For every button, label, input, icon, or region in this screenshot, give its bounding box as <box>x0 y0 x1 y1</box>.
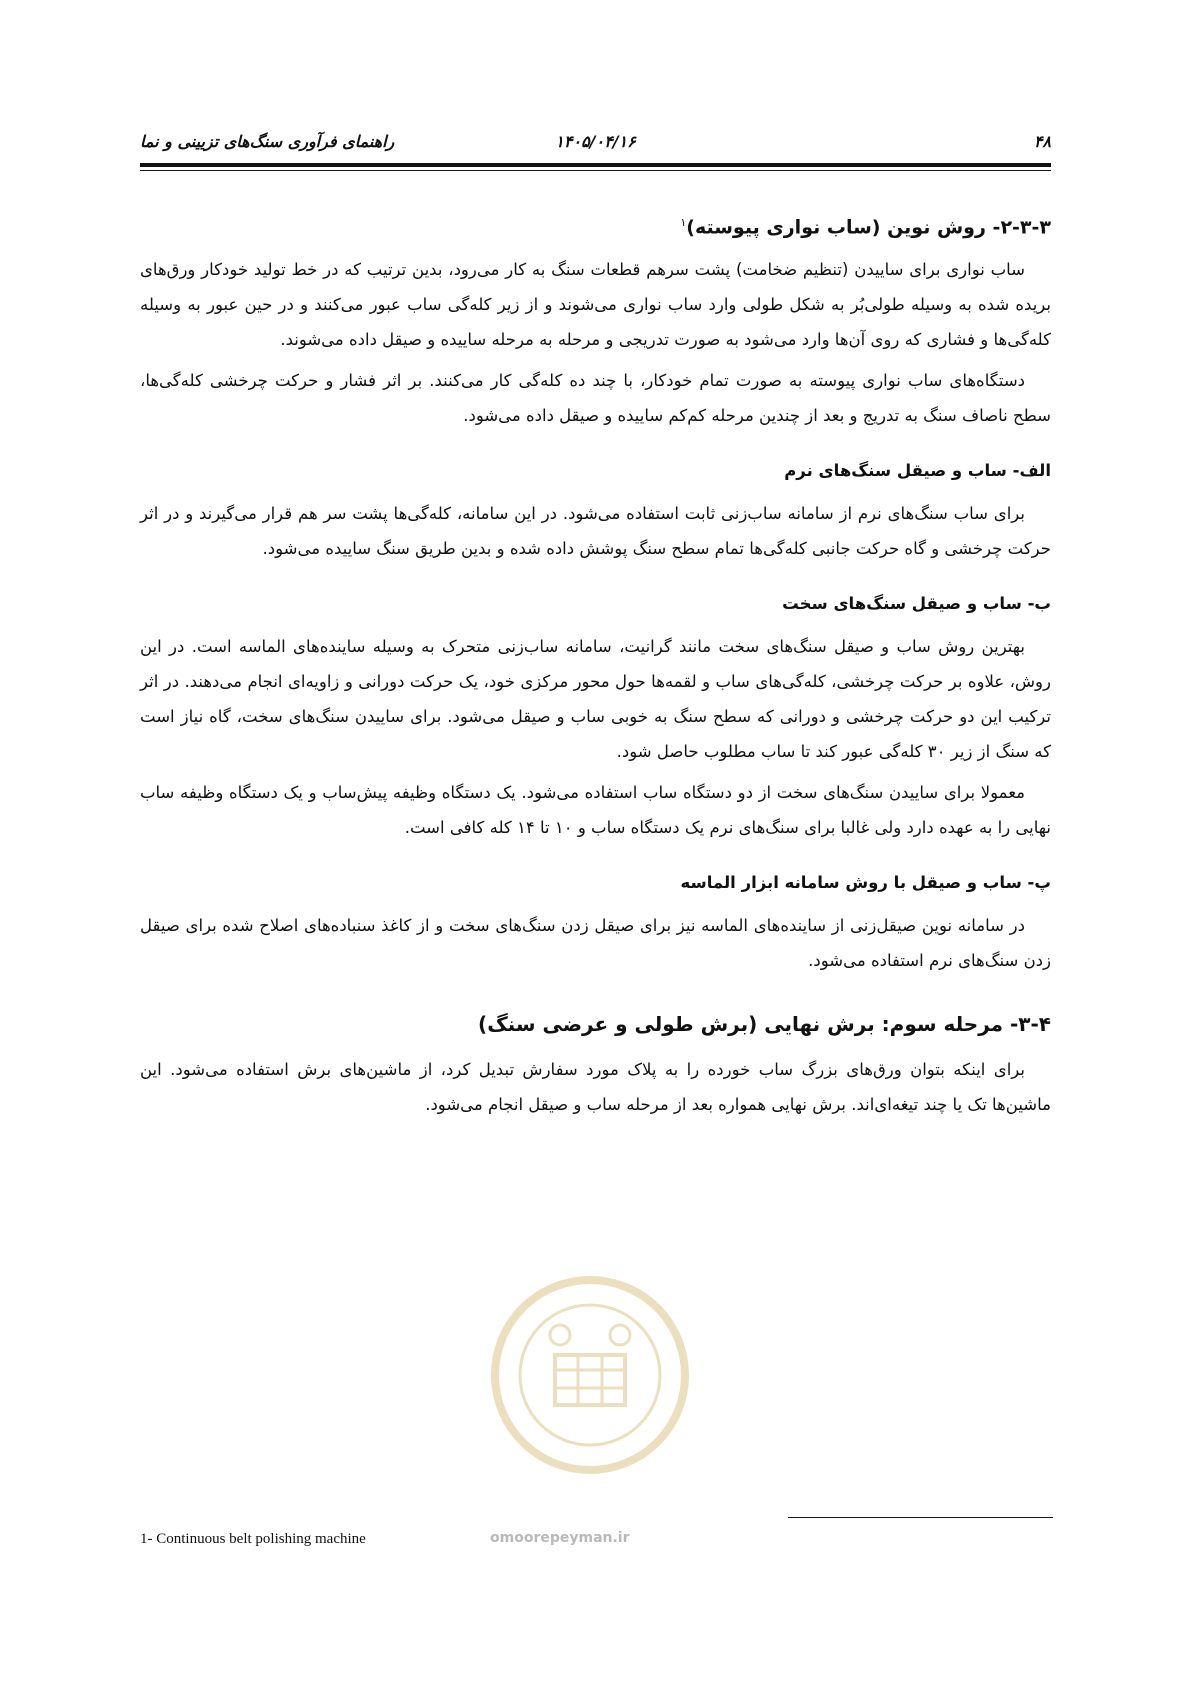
paragraph: برای اینکه بتوان ورق‌های بزرگ ساب خورده را به پلاک مورد سفارش تبدیل کرد، از ماشین‌های برش استفاده می‌شود. این ماشین‌ها تک یا چند تیغه‌ای‌اند. برش نهایی همواره بعد از مرحله ساب و صیقل انجام می‌شود. <box>140 1060 1051 1115</box>
subheading-diamond-tools: پ- ساب و صیقل با روش سامانه ابزار الماسه <box>680 873 1051 893</box>
paragraph: ساب نواری برای ساییدن (تنظیم ضخامت) پشت سرهم قطعات سنگ به کار می‌رود، بدین ترتیب که در خط تولید خودکار ورق‌های بریده شده به وسیله طولی‌بُر به شکل طولی وارد ساب نواری می‌شوند و از زیر کله‌گی ساب عبور می‌کنند و در حین عبور به وسیله کله‌گی‌ها و فشاری که روی آن‌ها وارد می‌شود به صورت تدریجی و مرحله به مرحله ساییده و صیقل داده می‌شوند. <box>140 260 1051 350</box>
paragraph: در سامانه نوین صیقل‌زنی از ساینده‌های الماسه نیز برای صیقل زدن سنگ‌های سخت و از کاغذ سنباده‌های اصلاح شده برای صیقل زدن سنگ‌های نرم استفاده می‌شود. <box>140 916 1051 971</box>
watermark-url: omoorepeyman.ir <box>490 1530 630 1546</box>
paragraph: معمولا برای ساییدن سنگ‌های سخت از دو دستگاه ساب استفاده می‌شود. یک دستگاه وظیفه پیش‌ساب و یک دستگاه وظیفه ساب نهایی را به عهده دارد ولی غالبا برای سنگ‌های نرم یک دستگاه ساب و ۱۰ تا ۱۴ کله کافی است. <box>140 783 1051 838</box>
subheading-soft-stone: الف- ساب و صیقل سنگ‌های نرم <box>784 461 1051 481</box>
header-rule-thick <box>140 163 1051 167</box>
footnote-ref: ۱ <box>680 216 687 229</box>
header-date: ۱۴۰۵/۰۴/۱۶ <box>555 132 636 151</box>
paragraph: بهترین روش ساب و صیقل سنگ‌های سخت مانند گرانیت، سامانه ساب‌زنی متحرک به وسیله ساینده‌های الماسه است. در این روش، علاوه بر حرکت چرخشی، کله‌گی‌های ساب و لقمه‌ها حول محور مرکزی خود، یک حرکت دورانی و زاویه‌ای انجام می‌دهند. در اثر ترکیب این دو حرکت چرخشی و دورانی که سطح سنگ به خوبی ساب و صیقل می‌شود. برای ساییدن سنگ‌های سخت، گاه نیاز است که سنگ از زیر ۳۰ کله‌گی عبور کند تا ساب مطلوب حاصل شود. <box>140 637 1051 762</box>
section-heading-2-3-3 <box>140 216 1051 238</box>
paragraph: برای ساب سنگ‌های نرم از سامانه ساب‌زنی ثابت استفاده می‌شود. در این سامانه، کله‌گی‌ها پشت سر هم قرار می‌گیرند و در اثر حرکت چرخشی و گاه حرکت جانبی کله‌گی‌ها تمام سطح سنگ پوشش داده شده و بدین طریق سنگ ساییده می‌شود. <box>140 504 1051 559</box>
paragraph: دستگاه‌های ساب نواری پیوسته به صورت تمام خودکار، با چند ده کله‌گی کار می‌کنند. بر اثر فشار و حرکت چرخشی کله‌گی‌ها، سطح ناصاف سنگ به تدریج و بعد از چندین مرحله کم‌کم ساییده و صیقل داده می‌شود. <box>140 371 1051 426</box>
heading-text: ۲-۳-۳- روش نوین (ساب نواری پیوسته) <box>686 216 1051 239</box>
footnote-rule <box>788 1517 1053 1518</box>
running-header <box>140 128 1051 162</box>
watermark-seal <box>470 1250 710 1510</box>
footnote: 1- Continuous belt polishing machine <box>140 1531 366 1547</box>
header-rule-thin <box>140 170 1051 171</box>
book-title: راهنمای فرآوری سنگ‌های تزیینی و نما <box>140 132 395 151</box>
body-content <box>140 200 1051 1128</box>
subheading-hard-stone: ب- ساب و صیقل سنگ‌های سخت <box>782 594 1051 614</box>
section-heading-3-4: ۳-۴- مرحله سوم: برش نهایی (برش طولی و عرضی سنگ) <box>478 1012 1051 1037</box>
page-number: ۴۸ <box>1033 132 1051 151</box>
